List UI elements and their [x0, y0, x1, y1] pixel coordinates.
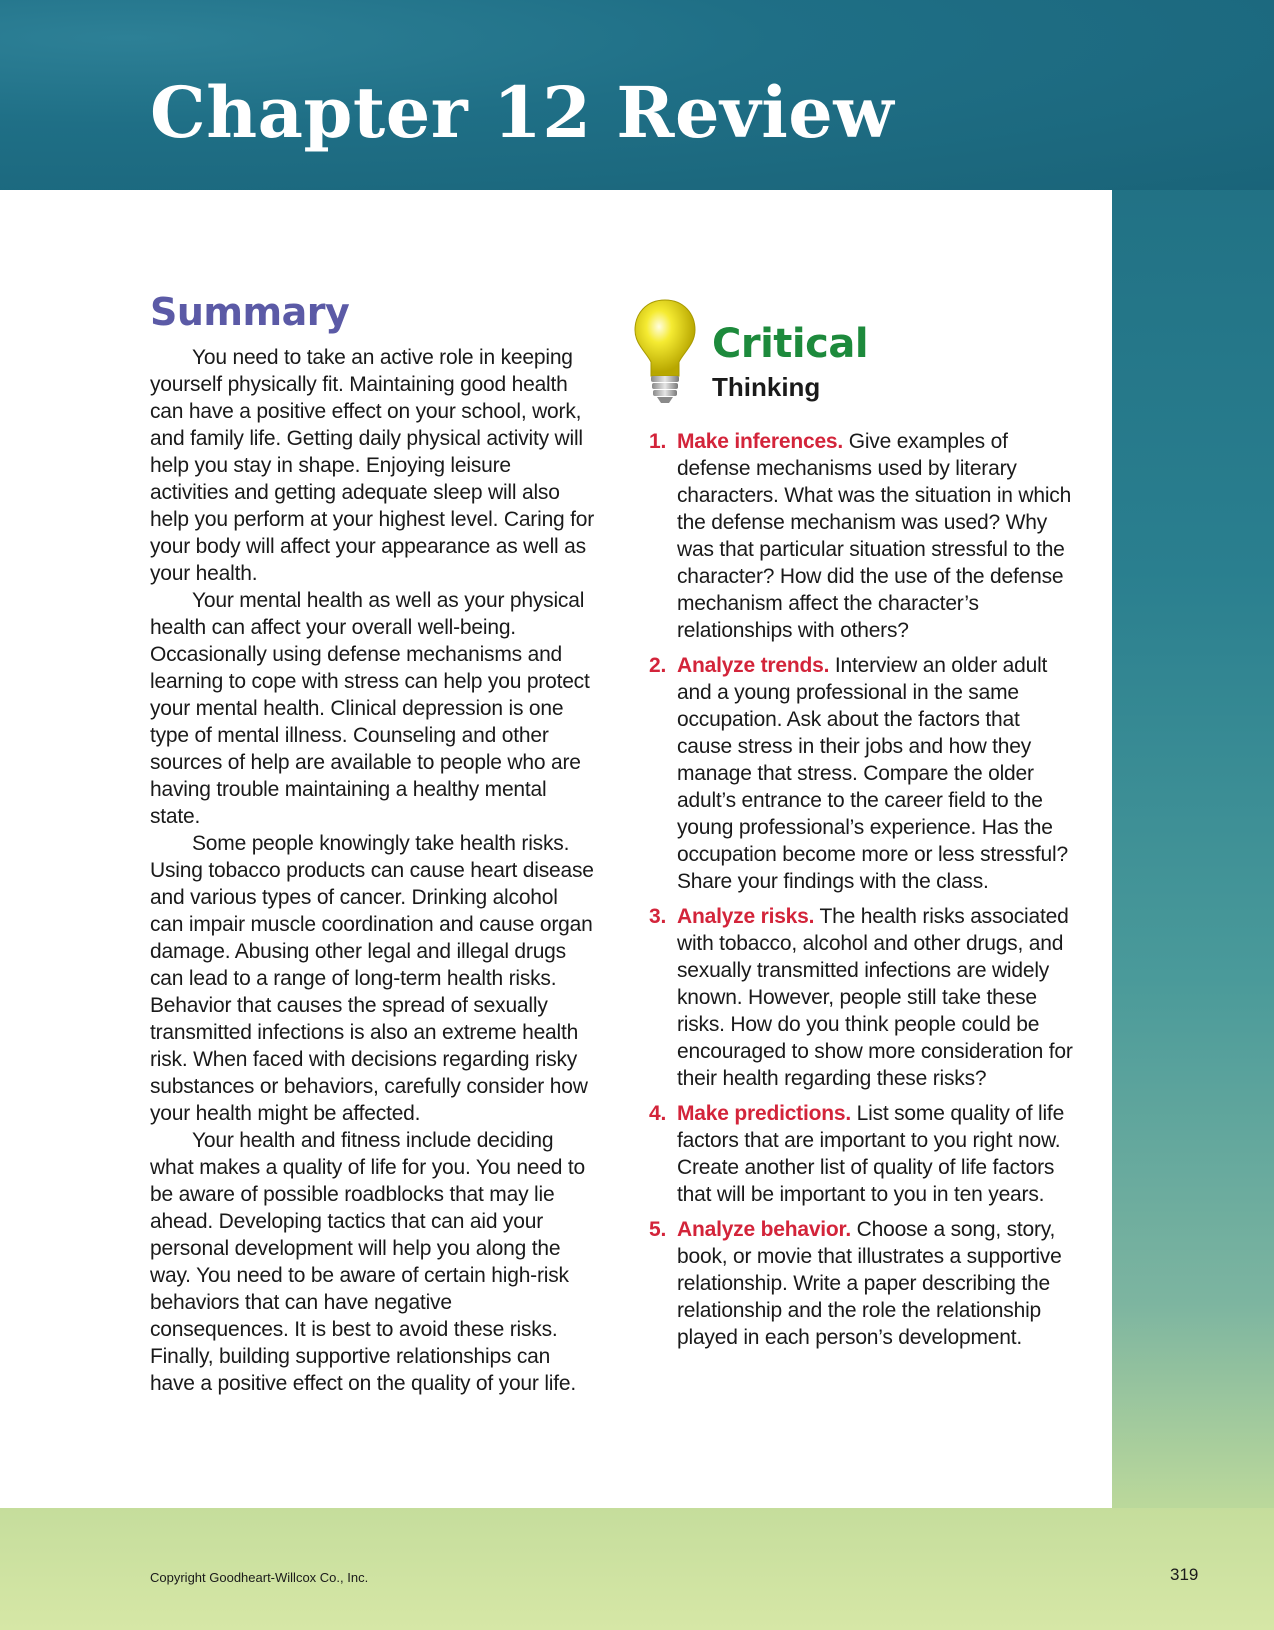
item-number: 2.	[649, 654, 667, 677]
copyright-notice: Copyright Goodheart-Willcox Co., Inc.	[150, 1570, 369, 1585]
critical-thinking-section	[640, 298, 1080, 1359]
summary-paragraph: Your health and fitness include deciding what makes a quality of life for you. You need to be aware of possible roadblocks that may lie ahead. Developing tactics that can aid your personal development will help you along the way. You need to be aware of certain high-risk behaviors that can have negative consequences. It is best to avoid these risks. Finally, building supportive relationships can have a positive effect on the quality of your life.	[150, 1129, 585, 1395]
item-lead: Make predictions.	[677, 1102, 851, 1125]
item-number: 3.	[649, 905, 667, 928]
summary-paragraph: Your mental health as well as your physical health can affect your overall well-being. Occasionally using defense mechanisms and learning to cope with stress can help you protect your mental health. Clinical depression is one type of mental illness. Counseling and other sources of help are available to people who are having trouble maintaining a healthy mental state.	[150, 589, 590, 828]
list-item	[640, 428, 1080, 644]
chapter-title: Chapter 12 Review	[150, 71, 895, 154]
critical-thinking-header	[640, 298, 1080, 428]
item-lead: Analyze trends.	[677, 654, 830, 677]
summary-heading: Summary	[150, 290, 350, 334]
item-text: Interview an older adult and a young professional in the same occupation. Ask about the factors that cause stress in their jobs and how they manage that stress. Compare the older adult’s entrance to the career field to the young professional’s experience. Has the occupation become more or less stressful? Share your findings with the class.	[677, 654, 1068, 893]
item-text: Choose a song, story, book, or movie that illustrates a supportive relationship. Write a paper describing the relationship and the role the relationship played in each person’s development.	[677, 1218, 1062, 1349]
summary-section	[150, 290, 595, 1397]
list-item	[640, 903, 1080, 1092]
item-text: The health risks associated with tobacco, alcohol and other drugs, and sexually transmitted infections are widely known. However, people still take these risks. How do you think people could be encouraged to show more consideration for their health regarding these risks?	[677, 905, 1073, 1090]
lightbulb-icon	[632, 298, 698, 404]
item-text: List some quality of life factors that are important to you right now. Create another list of quality of life factors that will be important to you in ten years.	[677, 1102, 1065, 1206]
list-item	[640, 1216, 1080, 1351]
summary-paragraph: Some people knowingly take health risks. Using tobacco products can cause heart disease and various types of cancer. Drinking alcohol can impair muscle coordination and cause organ damage. Abusing other legal and illegal drugs can lead to a range of long-term health risks. Behavior that causes the spread of sexually transmitted infections is also an extreme health risk. When faced with decisions regarding risky substances or behaviors, carefully consider how your health might be affected.	[150, 832, 594, 1125]
item-lead: Analyze risks.	[677, 905, 815, 928]
item-lead: Analyze behavior.	[677, 1218, 852, 1241]
item-number: 5.	[649, 1218, 667, 1241]
critical-thinking-subtitle: Thinking	[712, 372, 821, 402]
critical-thinking-title: Critical	[712, 321, 869, 367]
page-number: 319	[1170, 1565, 1199, 1584]
list-item	[640, 1100, 1080, 1208]
item-text: Give examples of defense mechanisms used by literary characters. What was the situation in which the defense mechanism was used? Why was that particular situation stressful to the character? How did the use of the defense mechanism affect the character’s relationships with others?	[677, 430, 1072, 642]
list-item	[640, 652, 1080, 895]
item-number: 1.	[649, 430, 667, 453]
item-number: 4.	[649, 1102, 667, 1125]
item-lead: Make inferences.	[677, 430, 844, 453]
summary-paragraph: You need to take an active role in keeping yourself physically fit. Maintaining good health can have a positive effect on your school, work, and family life. Getting daily physical activity will help you stay in shape. Enjoying leisure activities and getting adequate sleep will also help you perform at your highest level. Caring for your body will affect your appearance as well as your health.	[150, 346, 595, 585]
critical-thinking-list	[640, 428, 1080, 1351]
footer-band	[0, 1508, 1274, 1630]
